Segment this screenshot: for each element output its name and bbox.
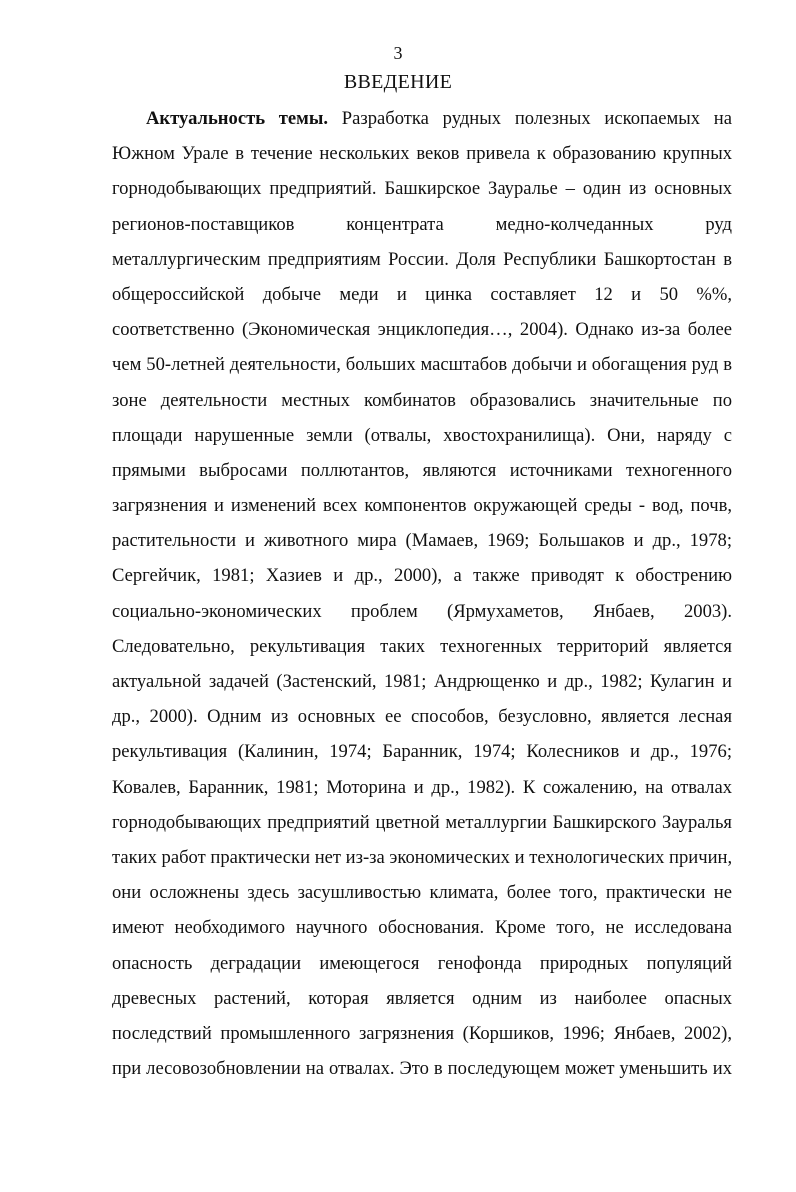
text-line-25: опасность деградации имеющегося генофонда природных популяций [112,952,732,974]
text-line-13: растительности и животного мира (Мамаев, 1969; Большаков и др., 1978; [112,530,732,552]
text-line-10: площади нарушенные земли (отвалы, хвостохранилища). Они, наряду с [112,424,732,446]
text-line-27: последствий промышленного загрязнения (Коршиков, 1996; Янбаев, 2002), [112,1022,732,1044]
text-line-1 [112,101,732,136]
text-line-23: они осложнены здесь засушливостью климата, более того, практически не [112,882,732,904]
text-line-2: Южном Урале в течение нескольких веков привела к образованию крупных [112,143,732,165]
text-line-24: имеют необходимого научного обоснования. Кроме того, не исследована [112,917,732,939]
body-paragraph [112,101,732,1086]
text-line-12: загрязнения и изменений всех компонентов окружающей среды - вод, почв, [112,495,732,517]
text-line-7: соответственно (Экономическая энциклопедия…, 2004). Однако из-за более [112,319,732,341]
text-line-4: регионов-поставщиков концентрата медно-колчеданных руд [112,213,732,235]
text-line-21: горнодобывающих предприятий цветной металлургии Башкирского Зауралья [112,811,732,833]
text-line-11: прямыми выбросами поллютантов, являются источниками техногенного [112,459,732,481]
text-line-17: актуальной задачей (Застенский, 1981; Андрющенко и др., 1982; Кулагин и [112,671,732,692]
lead-bold-phrase: Актуальность темы. [146,108,329,129]
text-line-14: Сергейчик, 1981; Хазиев и др., 2000), а также приводят к обострению [112,565,732,587]
text-line-15: социально-экономических проблем (Ярмухаметов, Янбаев, 2003). [112,600,732,622]
text-line-5: металлургическим предприятиям России. Доля Республики Башкортостан в [112,248,732,270]
page-number: 3 [393,43,403,63]
text-line-22: таких работ практически нет из-за экономических и технологических причин, [112,846,732,868]
first-line-rest: Разработка рудных полезных ископаемых на [328,108,732,129]
text-line-26: древесных растений, которая является одним из наиболее опасных [112,987,732,1009]
text-line-28: при лесовозобновлении на отвалах. Это в последующем может уменьшить их [112,1058,732,1080]
text-line-6: общероссийской добыче меди и цинка составляет 12 и 50 %%, [112,283,732,305]
text-line-16: Следовательно, рекультивация таких техногенных территорий является [112,635,732,657]
text-line-19: рекультивация (Калинин, 1974; Баранник, 1974; Колесников и др., 1976; [112,741,732,763]
text-line-3: горнодобывающих предприятий. Башкирское Зауралье – один из основных [112,178,732,200]
text-line-8: чем 50-летней деятельности, больших масштабов добычи и обогащения руд в [112,354,732,376]
text-line-9: зоне деятельности местных комбинатов образовались значительные по [112,389,732,411]
text-line-20: Ковалев, Баранник, 1981; Моторина и др., 1982). К сожалению, на отвалах [112,776,732,798]
text-line-18: др., 2000). Одним из основных ее способов, безусловно, является лесная [112,706,732,728]
page-heading: ВВЕДЕНИЕ [343,71,453,93]
